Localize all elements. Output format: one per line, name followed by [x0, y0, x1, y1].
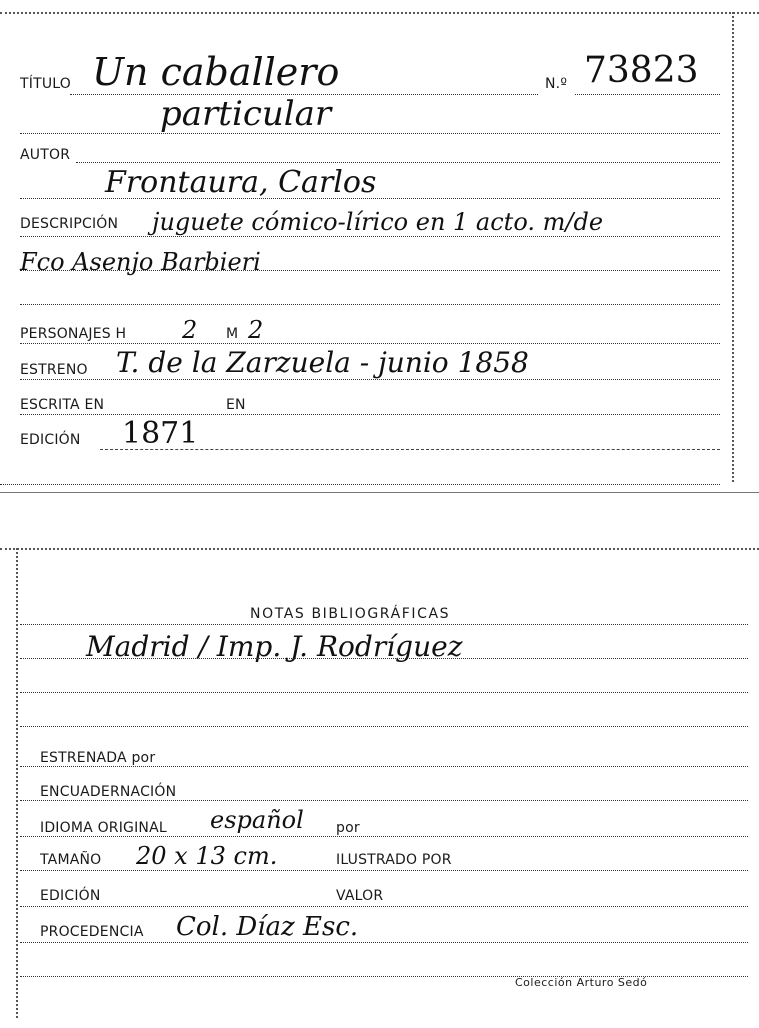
edicion-back-label: EDICIÓN — [40, 888, 101, 904]
estreno-label: ESTRENO — [20, 362, 88, 378]
personajes-h-label: PERSONAJES H — [20, 326, 127, 342]
tamano-label: TAMAÑO — [40, 852, 102, 868]
numero-label: N.º — [545, 76, 568, 92]
valor-label: VALOR — [336, 888, 384, 904]
rule-titulo-2 — [20, 133, 720, 134]
procedencia-label: PROCEDENCIA — [40, 924, 144, 940]
rule-tamano — [20, 870, 748, 871]
rule-encuadernacion — [20, 800, 748, 801]
personajes-h-value: 2 — [182, 316, 198, 344]
autor-label: AUTOR — [20, 147, 71, 163]
rule-descripcion-2 — [20, 270, 720, 271]
titulo-label: TÍTULO — [20, 76, 71, 92]
personajes-m-label: M — [226, 326, 239, 342]
rule-descripcion-3 — [20, 304, 720, 305]
rule-notas-2 — [20, 658, 748, 659]
card-back-left-edge — [16, 548, 18, 1018]
rule-procedencia — [20, 942, 748, 943]
card-back-top-edge — [0, 548, 759, 550]
rule-personajes — [20, 343, 720, 344]
titulo-value-line2: particular — [160, 94, 332, 134]
card-separator — [0, 492, 759, 493]
autor-value: Frontaura, Carlos — [105, 165, 377, 200]
rule-edicion — [100, 449, 720, 450]
rule-estrenada — [20, 766, 748, 767]
estrenada-label: ESTRENADA por — [40, 750, 156, 766]
idioma-por-label: por — [336, 820, 360, 836]
tamano-value: 20 x 13 cm. — [136, 842, 278, 870]
idioma-value: español — [210, 806, 304, 834]
notas-heading: NOTAS BIBLIOGRÁFICAS — [250, 606, 451, 622]
ilustrado-label: ILUSTRADO POR — [336, 852, 452, 868]
rule-descripcion — [20, 236, 720, 237]
collection-credit: Colección Arturo Sedó — [515, 976, 648, 989]
descripcion-value-line2: Fco Asenjo Barbieri — [20, 248, 261, 276]
edicion-value: 1871 — [122, 416, 199, 451]
card-right-edge — [732, 12, 734, 482]
personajes-m-value: 2 — [248, 316, 264, 344]
numero-value: 73823 — [584, 50, 699, 91]
catalog-card-back — [0, 540, 759, 1028]
card-top-edge — [0, 12, 759, 14]
rule-estreno — [20, 379, 720, 380]
idioma-label: IDIOMA ORIGINAL — [40, 820, 167, 836]
rule-notas-3 — [20, 692, 748, 693]
rule-autor-2 — [20, 198, 720, 199]
estreno-value: T. de la Zarzuela - junio 1858 — [116, 346, 529, 379]
numero-rule — [575, 94, 720, 95]
descripcion-value-line1: juguete cómico-lírico en 1 acto. m/de — [152, 208, 604, 236]
rule-notas-1 — [20, 624, 748, 625]
rule-escrita — [20, 414, 720, 415]
titulo-value-line1: Un caballero — [92, 50, 340, 94]
rule-idioma — [20, 836, 748, 837]
descripcion-label: DESCRIPCIÓN — [20, 216, 119, 232]
escrita-en-label: ESCRITA EN — [20, 397, 105, 413]
notas-value-line1: Madrid / Imp. J. Rodríguez — [86, 630, 463, 663]
rule-autor — [76, 162, 720, 163]
procedencia-value: Col. Díaz Esc. — [176, 912, 359, 942]
rule-bottom — [0, 484, 720, 485]
rule-notas-4 — [20, 726, 748, 727]
edicion-label: EDICIÓN — [20, 432, 81, 448]
en-label: EN — [226, 397, 246, 413]
encuadernacion-label: ENCUADERNACIÓN — [40, 784, 177, 800]
catalog-card-front — [0, 0, 759, 492]
rule-edicion-back — [20, 906, 748, 907]
